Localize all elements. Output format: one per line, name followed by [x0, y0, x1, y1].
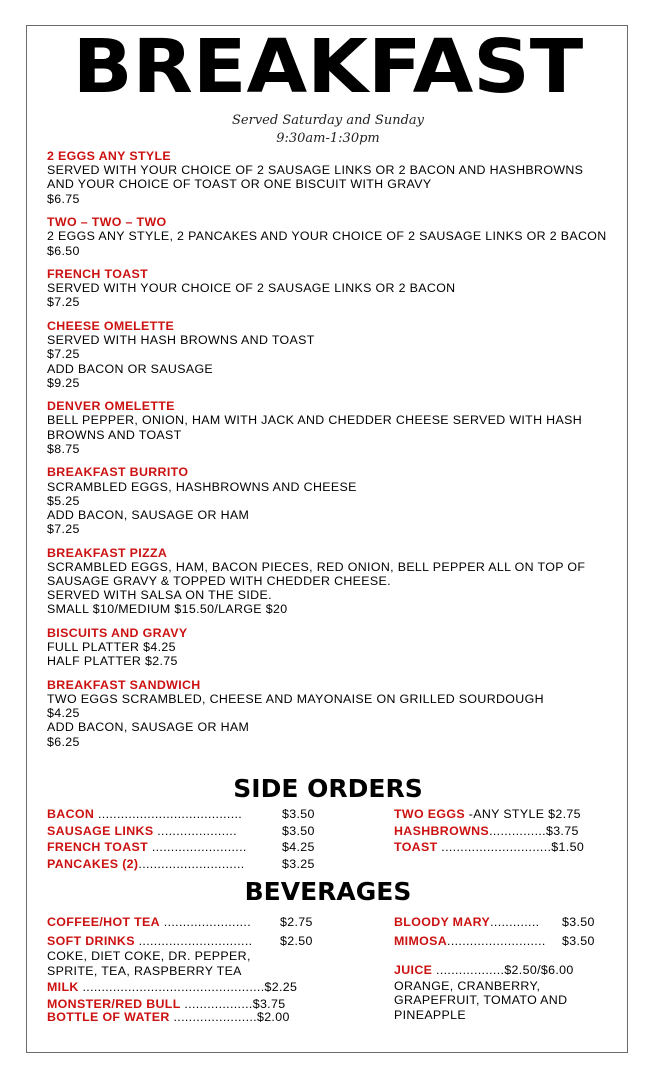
side-order-price: $3.25 — [282, 856, 315, 871]
breakfast-items-list — [47, 149, 611, 758]
beverage-name: MILK — [47, 980, 79, 994]
beverage-row — [394, 962, 574, 979]
side-order-name: HASHBROWNS — [394, 823, 490, 838]
side-order-row — [394, 806, 584, 823]
beverage-name: COFFEE/HOT TEA — [47, 915, 160, 929]
beverages-right-prices — [562, 914, 595, 949]
side-order-name: PANCAKES (2) — [47, 856, 139, 871]
menu-item-description: SCRAMBLED EGGS, HASHBROWNS AND CHEESE — [47, 479, 357, 494]
menu-item-addon-price: $7.25 — [47, 522, 80, 537]
beverage-row — [394, 914, 574, 931]
beverage-options: ORANGE, CRANBERRY, — [394, 978, 541, 993]
menu-item — [47, 546, 611, 617]
leader-dots: .......................... — [447, 933, 546, 948]
menu-item-name: 2 EGGS ANY STYLE — [47, 149, 172, 163]
beverage-row — [47, 979, 297, 996]
beverage-row — [47, 933, 297, 950]
beverage-price: $2.25 — [264, 980, 298, 994]
leader-dots: ................................................ — [78, 980, 265, 994]
leader-dots: ....................... — [159, 915, 252, 929]
beverage-row — [47, 1009, 297, 1026]
menu-item-addon: ADD BACON OR SAUSAGE — [47, 361, 214, 376]
menu-item-name: DENVER OMELETTE — [47, 399, 175, 414]
menu-item-name: TWO – TWO – TWO — [47, 215, 167, 230]
leader-dots: .............................. — [134, 933, 253, 948]
beverage-price: $3.75 — [252, 996, 286, 1011]
menu-item-addon-price: $6.25 — [47, 734, 80, 749]
beverage-price: $3.50 — [562, 933, 595, 948]
served-days: Served Saturday and Sunday — [232, 113, 424, 128]
menu-item — [47, 399, 611, 456]
beverages-left-column — [47, 914, 297, 1026]
menu-item-description: SERVED WITH YOUR CHOICE OF 2 SAUSAGE LINKS OR 2 BACON AND HASHBROWNS AND YOUR CHOICE OF TOAST OR ONE BISCUIT WITH GRAVY — [47, 163, 584, 192]
beverage-row — [394, 933, 574, 950]
menu-item-price: $4.25 — [47, 706, 80, 721]
menu-item-name: BREAKFAST BURRITO — [47, 465, 189, 480]
menu-item-price: $6.50 — [47, 243, 80, 258]
leader-dots: .................. — [180, 996, 253, 1011]
beverages-right-column — [394, 914, 574, 1022]
leader-dots: .................. — [432, 963, 505, 977]
side-order-name: FRENCH TOAST — [47, 840, 149, 854]
beverage-options: SPRITE, TEA, RASPBERRY TEA — [47, 963, 242, 978]
menu-item — [47, 267, 611, 310]
menu-item-name: CHEESE OMELETTE — [47, 318, 175, 333]
beverage-name: MIMOSA — [394, 933, 448, 948]
menu-item-price: $6.75 — [47, 191, 80, 206]
side-orders-heading: SIDE ORDERS — [233, 774, 423, 803]
leader-dots: ......................... — [148, 840, 247, 854]
menu-item — [47, 626, 611, 669]
menu-item-description: SERVED WITH YOUR CHOICE OF 2 SAUSAGE LINKS OR 2 BACON — [47, 281, 456, 296]
leader-dots: ............................. — [437, 840, 552, 854]
side-order-row — [47, 839, 247, 856]
menu-item — [47, 149, 611, 206]
beverage-price: $2.00 — [256, 1010, 290, 1024]
beverages-left-prices — [280, 914, 313, 949]
menu-item-option: FULL PLATTER $4.25 — [47, 640, 176, 655]
menu-item-price: SMALL $10/MEDIUM $15.50/LARGE $20 — [47, 602, 288, 617]
side-order-name: SAUSAGE LINKS — [47, 823, 154, 838]
beverage-price: $3.50 — [562, 915, 595, 929]
side-order-row — [47, 856, 247, 873]
side-order-name: TWO EGGS — [394, 807, 465, 821]
menu-item — [47, 465, 611, 536]
menu-item-addon: ADD BACON, SAUSAGE OR HAM — [47, 720, 250, 735]
menu-item — [47, 319, 611, 390]
beverage-price: $2.50 — [280, 933, 313, 948]
leader-dots: ...................... — [169, 1010, 257, 1024]
side-orders-left-prices — [282, 806, 315, 872]
beverage-options: COKE, DIET COKE, DR. PEPPER, — [47, 949, 251, 963]
leader-dots: ...................................... — [94, 807, 243, 821]
menu-item — [47, 678, 611, 749]
side-orders-right-column — [394, 806, 584, 856]
beverage-name: MONSTER/RED BULL — [47, 996, 181, 1011]
leader-dots: ............................ — [138, 856, 245, 871]
side-order-row — [47, 806, 247, 823]
menu-item — [47, 215, 611, 258]
menu-item-name: BREAKFAST SANDWICH — [47, 677, 201, 692]
menu-item-description: 2 EGGS ANY STYLE, 2 PANCAKES AND YOUR CHOICE OF 2 SAUSAGE LINKS OR 2 BACON — [47, 229, 607, 244]
side-order-price: $2.75 — [548, 807, 581, 821]
menu-item-description: SCRAMBLED EGGS, HAM, BACON PIECES, RED ONION, BELL PEPPER ALL ON TOP OF SAUSAGE GRAVY & TOPPED WITH CHEDDER CHEESE. — [47, 559, 586, 589]
menu-item-price: $8.75 — [47, 441, 80, 456]
side-order-price: $3.75 — [545, 823, 579, 838]
beverages-heading: BEVERAGES — [244, 877, 412, 906]
menu-item-description: TWO EGGS SCRAMBLED, CHEESE AND MAYONAISE ON GRILLED SOURDOUGH — [47, 692, 544, 707]
beverage-price: $2.75 — [280, 915, 313, 929]
leader-dots: ..................... — [153, 823, 237, 838]
beverage-name: BLOODY MARY — [394, 915, 491, 929]
beverage-name: JUICE — [394, 963, 433, 977]
beverage-name: SOFT DRINKS — [47, 933, 135, 948]
menu-item-price: $5.25 — [47, 493, 80, 508]
beverage-row — [47, 914, 297, 931]
beverage-options: PINEAPPLE — [394, 1007, 467, 1022]
side-order-price: $4.25 — [282, 840, 315, 854]
side-order-price: $1.50 — [551, 840, 585, 854]
menu-item-price: $7.25 — [47, 347, 80, 362]
menu-item-price: $7.25 — [47, 295, 80, 310]
menu-item-addon: ADD BACON, SAUSAGE OR HAM — [47, 507, 250, 522]
side-order-name: TOAST — [394, 840, 438, 854]
side-order-price: $3.50 — [282, 823, 315, 838]
menu-item-option: HALF PLATTER $2.75 — [47, 654, 178, 669]
menu-item-note: SERVED WITH SALSA ON THE SIDE. — [47, 588, 272, 603]
menu-item-name: BISCUITS AND GRAVY — [47, 625, 188, 640]
side-order-name: BACON — [47, 807, 95, 821]
menu-item-name: BREAKFAST PIZZA — [47, 545, 168, 560]
menu-item-description: SERVED WITH HASH BROWNS AND TOAST — [47, 333, 315, 348]
side-order-note: -ANY STYLE — [464, 807, 549, 821]
beverage-options: GRAPEFRUIT, TOMATO AND — [394, 993, 568, 1007]
beverage-price: $2.50/$6.00 — [504, 963, 574, 977]
leader-dots: ............... — [489, 823, 546, 838]
served-hours: 9:30am-1:30pm — [276, 131, 380, 146]
side-order-row — [394, 823, 584, 840]
side-order-row — [394, 839, 584, 856]
side-order-price: $3.50 — [282, 807, 315, 821]
beverage-name: BOTTLE OF WATER — [47, 1010, 170, 1024]
side-orders-left-column — [47, 806, 247, 872]
leader-dots: ............. — [490, 915, 540, 929]
menu-item-addon-price: $9.25 — [47, 375, 80, 390]
side-order-row — [47, 823, 247, 840]
menu-title: BREAKFAST — [72, 24, 584, 110]
menu-item-description: BELL PEPPER, ONION, HAM WITH JACK AND CHEDDER CHEESE SERVED WITH HASH BROWNS AND TOAST — [47, 413, 583, 442]
menu-item-name: FRENCH TOAST — [47, 267, 149, 282]
